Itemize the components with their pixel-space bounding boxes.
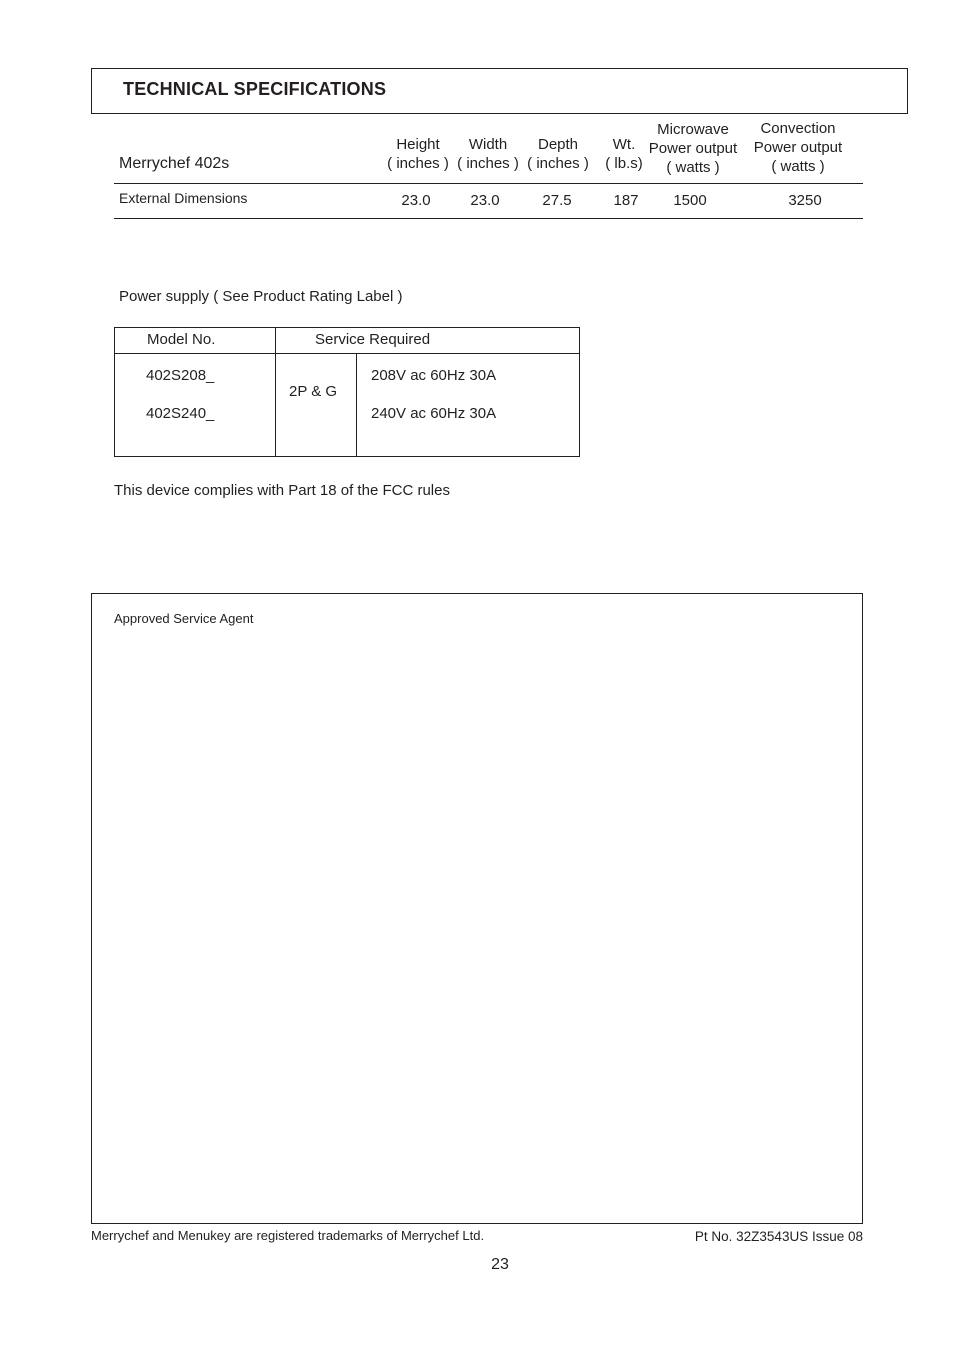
trademark-notice: Merrychef and Menukey are registered trademarks of Merrychef Ltd. [91,1228,485,1243]
model-no-208: 402S208_ [146,367,215,384]
value-depth: 27.5 [542,192,572,209]
col-header-model-no: Model No. [147,331,216,348]
spec-table-bottom-rule [114,218,863,219]
rating-240: 240V ac 60Hz 30A [371,405,497,422]
approved-service-agent-label: Approved Service Agent [114,611,254,626]
rating-208: 208V ac 60Hz 30A [371,367,497,384]
approved-service-agent-box [91,593,863,1224]
value-convection: 3250 [788,192,822,209]
table-header-rule [115,353,579,354]
part-number: Pt No. 32Z3543US Issue 08 [694,1229,863,1244]
value-microwave: 1500 [673,192,707,209]
value-weight: 187 [613,192,639,209]
col-header-weight: Wt. ( lb.s) [605,136,643,172]
value-width: 23.0 [470,192,500,209]
col-header-width: Width ( inches ) [457,136,519,172]
model-name: Merrychef 402s [119,155,230,172]
fcc-compliance-note: This device complies with Part 18 of the FCC rules [114,482,450,499]
col-header-depth: Depth ( inches ) [527,136,589,172]
col-header-convection: Convection Power output ( watts ) [753,120,843,175]
page-number: 23 [491,1256,509,1273]
table-divider-phase [356,353,357,456]
col-header-microwave: Microwave Power output ( watts ) [648,121,738,176]
spec-table-top-rule [114,183,863,184]
table-divider-model [275,328,276,456]
section-title: TECHNICAL SPECIFICATIONS [123,79,387,99]
value-height: 23.0 [401,192,431,209]
power-supply-heading: Power supply ( See Product Rating Label ) [119,288,403,305]
section-title-box [91,68,908,114]
model-no-240: 402S240_ [146,405,215,422]
phase-config: 2P & G [289,383,338,400]
power-supply-table [114,327,580,457]
col-header-height: Height ( inches ) [387,136,449,172]
row-label-external-dimensions: External Dimensions [119,190,248,206]
col-header-service-required: Service Required [315,331,431,348]
